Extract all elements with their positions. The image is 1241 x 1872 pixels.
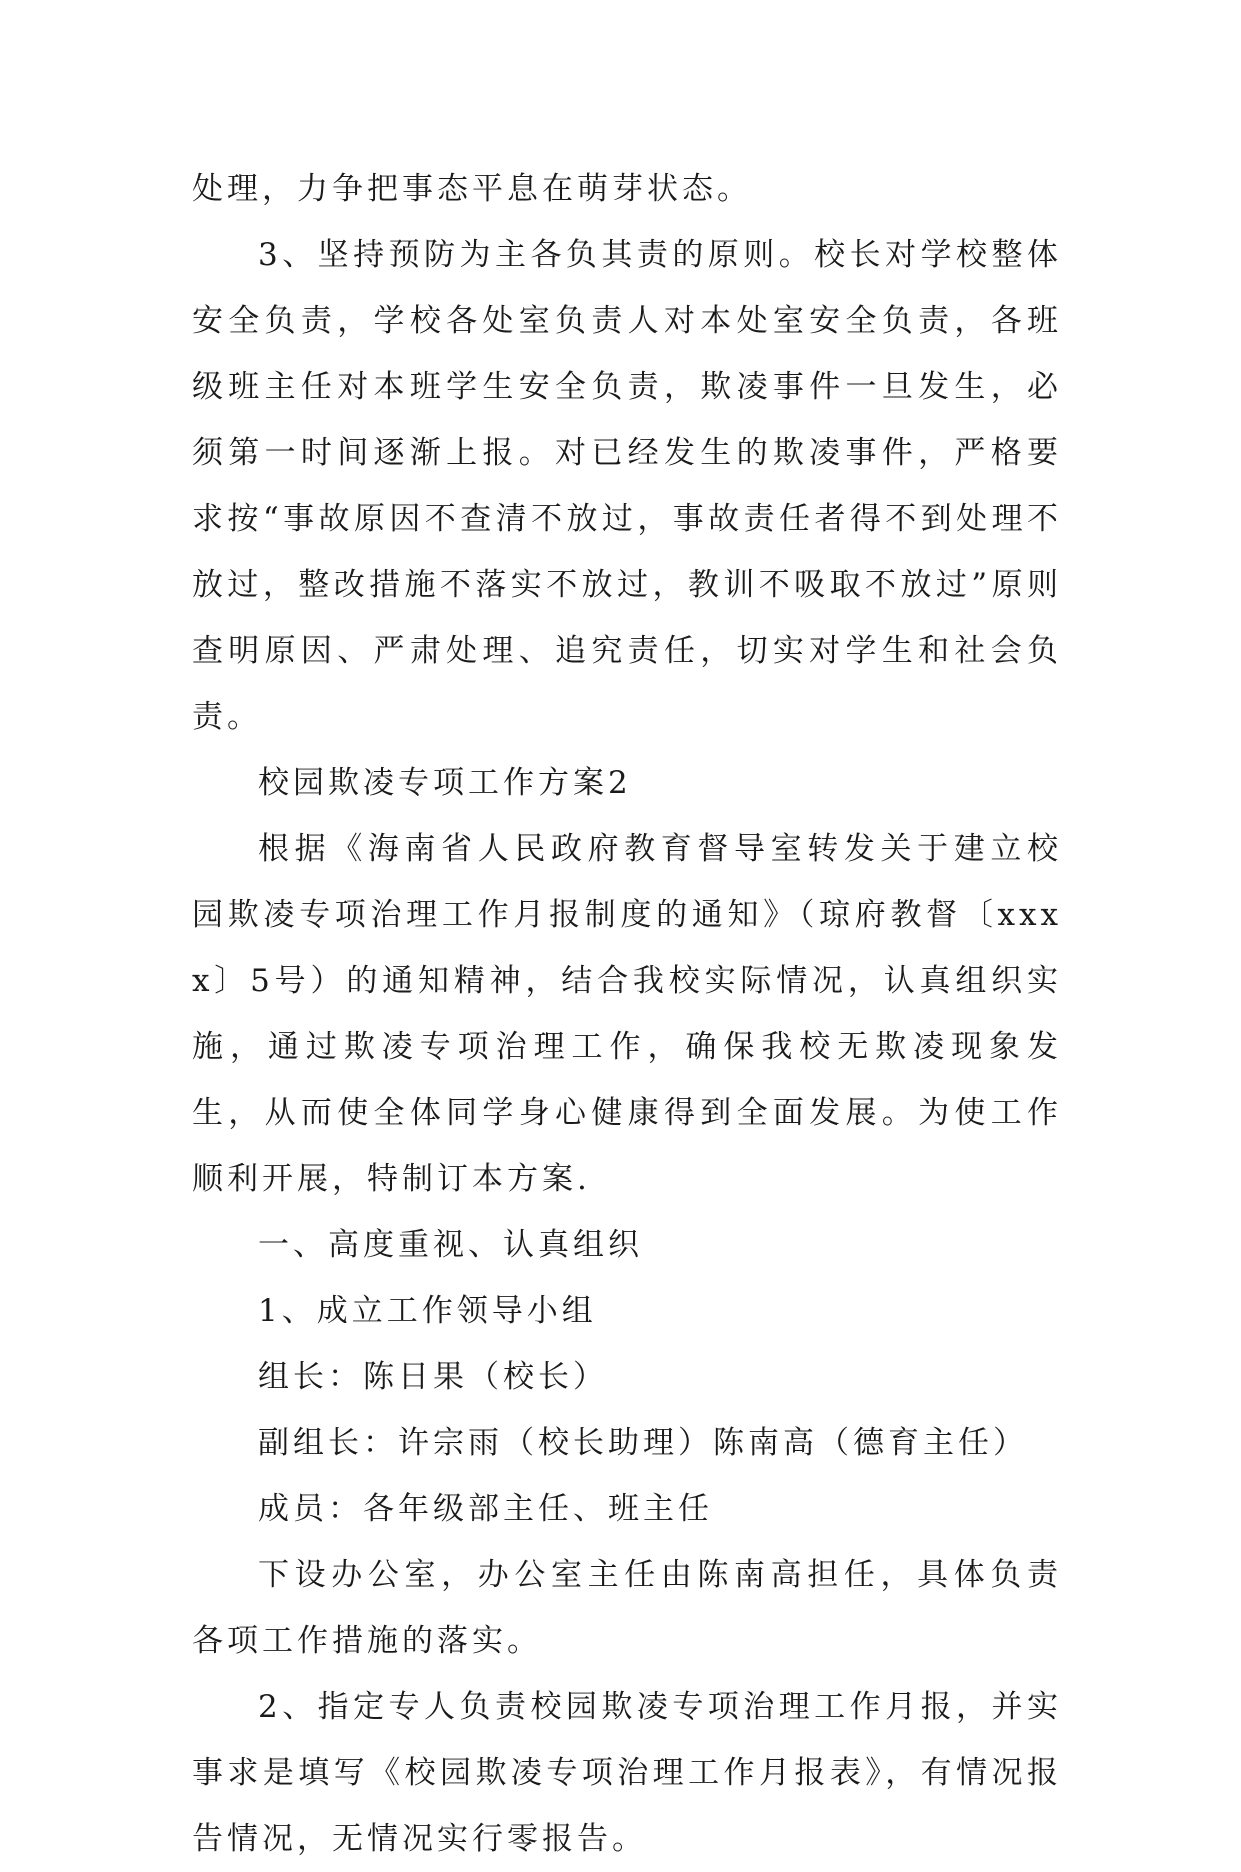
team-leader: 组长：陈日果（校长） [258,1359,608,1395]
heading-subsection-1: 1、成立工作领导小组 [258,1293,597,1329]
paragraph-continuation: 处理，力争把事态平息在萌芽状态。 [192,171,752,207]
paragraph-office: 下设办公室，办公室主任由陈南高担任，具体负责各项工作措施的落实。 [192,1557,1062,1659]
heading-section-1: 一、高度重视、认真组织 [258,1227,643,1263]
team-deputy-leader: 副组长：许宗雨（校长助理）陈南高（德育主任） [258,1425,1028,1461]
document-body [192,156,1062,1872]
paragraph-principle-3: 3、坚持预防为主各负其责的原则。校长对学校整体安全负责，学校各处室负责人对本处室安全负责，各班级班主任对本班学生安全负责，欺凌事件一旦发生，必须第一时间逐渐上报。对已经发生的欺凌事件，严格要求按“事故原因不查清不放过，事故责任者得不到处理不放过，整改措施不落实不放过，教训不吸取不放过”原则查明原因、严肃处理、追究责任，切实对学生和社会负责。 [192,237,1062,735]
team-members: 成员：各年级部主任、班主任 [258,1491,713,1527]
paragraph-basis: 根据《海南省人民政府教育督导室转发关于建立校园欺凌专项治理工作月报制度的通知》（琼府教督〔xxxx〕5号）的通知精神，结合我校实际情况，认真组织实施，通过欺凌专项治理工作，确保我校无欺凌现象发生，从而使全体同学身心健康得到全面发展。为使工作顺利开展，特制订本方案. [192,831,1062,1197]
paragraph-monthly-report: 2、指定专人负责校园欺凌专项治理工作月报，并实事求是填写《校园欺凌专项治理工作月报表》，有情况报告情况，无情况实行零报告。 [192,1689,1062,1857]
section-title-plan-2: 校园欺凌专项工作方案2 [258,765,632,801]
